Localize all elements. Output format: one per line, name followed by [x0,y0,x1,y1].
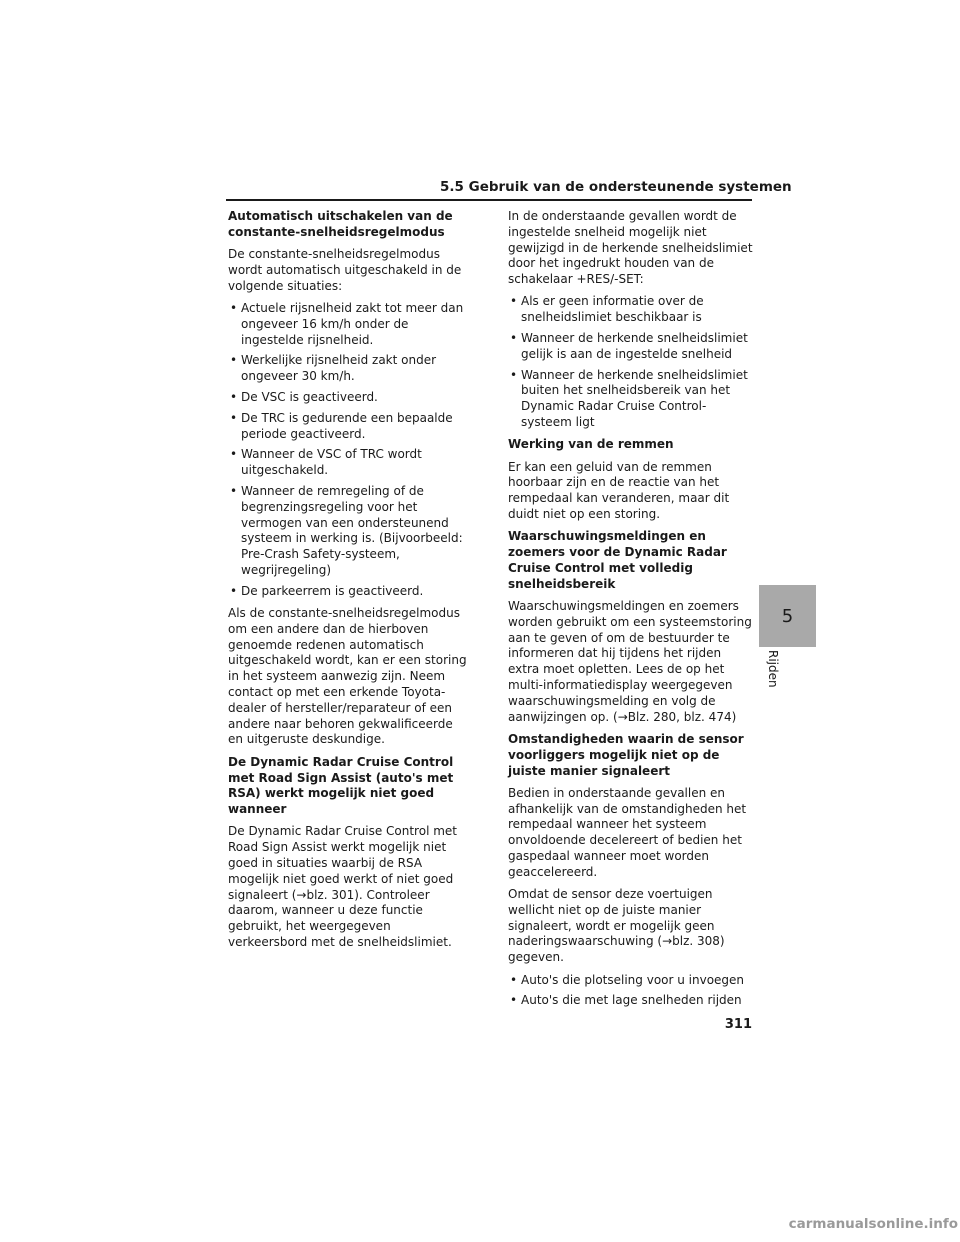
list-item: • Wanneer de herkende snelheidslimiet gelijk is aan de ingestelde snelheid [508,331,754,363]
paragraph: Waarschuwingsmeldingen en zoemers worden gebruikt om een systeemstoring aan te geven of om de bestuurder te informeren dat hij tijdens het rijden extra moet opletten. Lees de op het multi-informatiedisplay weergegeven waarschuwingsmelding en volg de aanwijzingen op. (→Blz. 280, blz. 474) [508,599,752,724]
chapter-tab [759,585,816,647]
list-item: • De VSC is geactiveerd. [228,390,468,406]
list-item: • Wanneer de remregeling of de begrenzingsregeling voor het vermogen van een ondersteunend systeem in werking is. (Bijvoorbeeld: Pre-Crash Safety-systeem, wegrijregeling) [228,484,468,579]
section-header: 5.5 Gebruik van de ondersteunende systemen [440,179,792,195]
left-column [228,209,468,957]
right-column [508,209,754,1016]
list-item: • Wanneer de herkende snelheidslimiet buiten het snelheidsbereik van het Dynamic Radar Cruise Control-systeem ligt [508,368,754,431]
paragraph: Omdat de sensor deze voertuigen wellicht niet op de juiste manier signaleert, wordt er mogelijk geen naderingswaarschuwing (→blz. 308) gegeven. [508,887,725,965]
paragraph: De constante-snelheidsregelmodus wordt automatisch uitgeschakeld in de volgende situaties: [228,247,462,293]
list-item: • Actuele rijsnelheid zakt tot meer dan ongeveer 16 km/h onder de ingestelde rijsnelheid. [228,301,468,348]
heading-rsa: De Dynamic Radar Cruise Control met Road Sign Assist (auto's met RSA) werkt mogelijk niet goed wanneer [228,754,454,817]
chapter-label: Rijden [766,650,780,688]
list-item: • De parkeerrem is geactiveerd. [228,584,468,600]
page-number: 311 [724,1017,752,1032]
header-divider [226,199,752,201]
list-item: • Als er geen informatie over de snelheidslimiet beschikbaar is [508,294,754,326]
list-item: • Auto's die met lage snelheden rijden [508,993,754,1009]
heading-sensor: Omstandigheden waarin de sensor voorliggers mogelijk niet op de juiste manier signaleert [508,731,744,778]
paragraph: Bedien in onderstaande gevallen en afhankelijk van de omstandigheden het rempedaal wanneer het systeem onvoldoende decelereert of bedien het gaspedaal wanneer moet worden geaccelereerd. [508,785,747,879]
bullet-list [228,301,468,600]
watermark: carmanualsonline.info [788,1216,958,1232]
list-item: • Auto's die plotseling voor u invoegen [508,973,754,989]
list-item: • Wanneer de VSC of TRC wordt uitgeschakeld. [228,447,468,479]
list-item: • De TRC is gedurende een bepaalde periode geactiveerd. [228,411,468,443]
bullet-list [508,294,754,430]
heading-brakes: Werking van de remmen [508,437,674,452]
bullet-list [508,973,754,1010]
paragraph: In de onderstaande gevallen wordt de ingestelde snelheid mogelijk niet gewijzigd in de herkende snelheidslimiet door het ingedrukt houden van de schakelaar +RES/-SET: [508,209,753,287]
paragraph: Er kan een geluid van de remmen hoorbaar zijn en de reactie van het rempedaal kan veranderen, maar dit duidt niet op een storing. [508,459,730,522]
heading-warnings: Waarschuwingsmeldingen en zoemers voor de Dynamic Radar Cruise Control met volledig snelheidsbereik [508,529,727,591]
list-item: • Werkelijke rijsnelheid zakt onder ongeveer 30 km/h. [228,353,468,385]
heading-auto-disable: Automatisch uitschakelen van de constante-snelheidsregelmodus [228,209,453,239]
paragraph: Als de constante-snelheidsregelmodus om een andere dan de hierboven genoemde redenen automatisch uitgeschakeld wordt, kan er een storing in het systeem aanwezig zijn. Neem contact op met een erkende Toyota-dealer of hersteller/reparateur of een andere naar behoren gekwalificeerde en uitgeruste deskundige. [228,606,467,747]
paragraph: De Dynamic Radar Cruise Control met Road Sign Assist werkt mogelijk niet goed in situaties waarbij de RSA mogelijk niet goed werkt of niet goed signaleert (→blz. 301). Controleer daarom, wanneer u deze functie gebruikt, het weergegeven verkeersbord met de snelheidslimiet. [228,824,457,949]
chapter-number: 5 [781,605,794,627]
